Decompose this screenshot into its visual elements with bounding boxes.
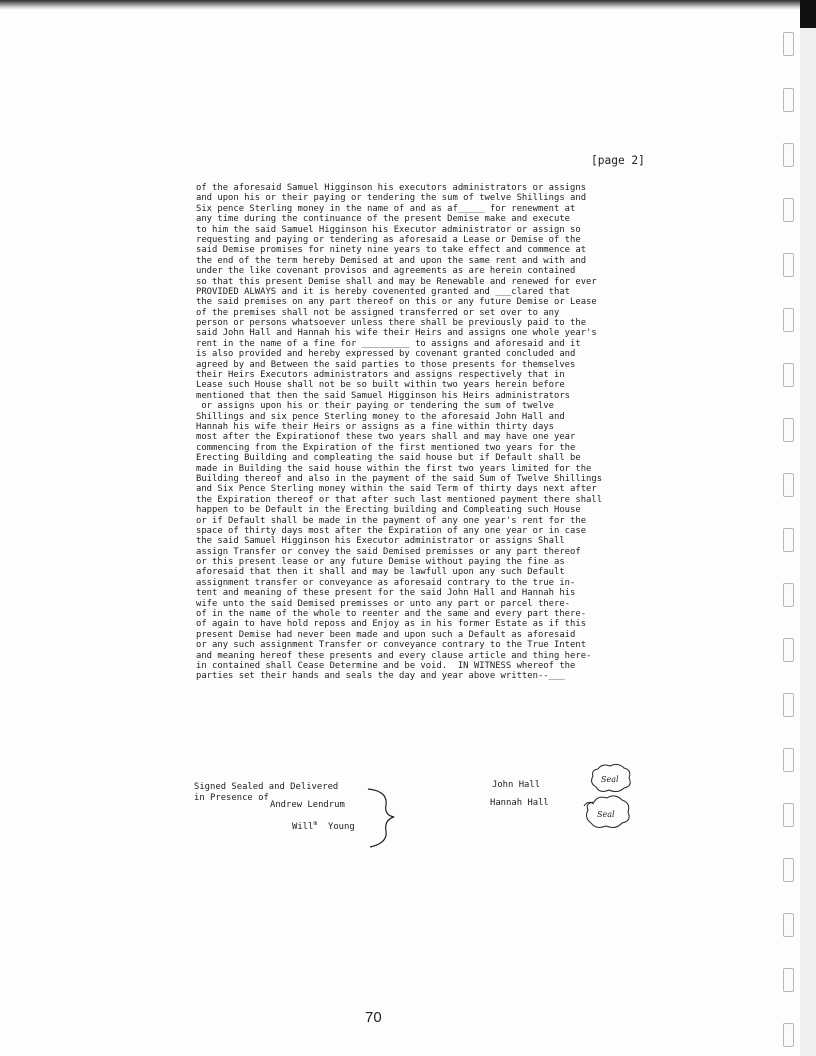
deed-text-line: or if Default shall be made in the payment of any one year's rent for the: [196, 515, 587, 526]
deed-text-line: Erecting Building and compleating the said house but if Default shall be: [196, 453, 581, 464]
deed-text-line: agreed by and Between the said parties to those presents for themselves: [196, 359, 576, 370]
binder-tab: [783, 418, 794, 442]
deed-text-line: in contained shall Cease Determine and be void. IN WITNESS whereof the: [196, 660, 576, 671]
deed-text-line: the Expiration thereof or that after such last mentioned payment there shall: [196, 494, 603, 505]
deed-text-line: most after the Expirationof these two years shall and may have one year: [196, 432, 576, 443]
deed-text-line: and Six Pence Sterling money within the said Term of thirty days next after: [196, 484, 597, 495]
scan-corner: [800, 0, 816, 28]
deed-text-line: any time during the continuance of the present Demise make and execute: [196, 214, 571, 225]
binder-tab: [783, 638, 794, 662]
deed-text-line: their Heirs Executors administrators and assigns respectively that in: [196, 370, 565, 381]
witness2-sup: m: [313, 819, 318, 827]
deed-text-line: of the premises shall not be assigned transferred or set over to any: [196, 307, 560, 318]
deed-text-line: Six pence Sterling money in the name of and as af_____ for renewment at: [196, 203, 576, 214]
deed-text-line: assignment transfer or conveyance as aforesaid contrary to the true in-: [196, 577, 576, 588]
binder-tab: [783, 913, 794, 937]
deed-body-text: [196, 183, 666, 682]
binder-tab: [783, 88, 794, 112]
deed-text-line: commencing from the Expiration of the first mentioned two years for the: [196, 442, 576, 453]
deed-text-line: of in the name of the whole to reenter and the same and every part there-: [196, 609, 587, 620]
binder-tab: [783, 143, 794, 167]
deed-text-line: said Demise promises for ninety nine years to take effect and commence at: [196, 245, 587, 256]
deed-text-line: wife unto the said Demised premisses or unto any part or parcel there-: [196, 598, 571, 609]
deed-text-line: said John Hall and Hannah his wife their Heirs and assigns one whole year's: [196, 328, 597, 339]
scan-right-strip: [800, 0, 816, 1056]
party-hannah-hall: Hannah Hall: [490, 798, 549, 808]
deed-text-line: rent in the name of a fine for _________ to assigns and aforesaid and it: [196, 338, 581, 349]
deed-text-line: and meaning hereof these presents and every clause article and thing here-: [196, 650, 592, 661]
deed-text-line: the said Samuel Higginson his Executor administrator or assigns Shall: [196, 536, 565, 547]
binder-tab: [783, 308, 794, 332]
binder-tab: [783, 803, 794, 827]
seal-icon: [582, 792, 634, 832]
deed-text-line: present Demise had never been made and upon such a Default as aforesaid: [196, 629, 576, 640]
deed-text-line: so that this present Demise shall and may be Renewable and renewed for ever: [196, 276, 597, 287]
deed-text-line: and upon his or their paying or tendering the sum of twelve Shillings and: [196, 193, 587, 204]
deed-text-line: aforesaid that then it shall and may be lawfull upon any such Default: [196, 567, 565, 578]
binder-tab: [783, 583, 794, 607]
deed-text-line: the said premises on any part thereof on this or any future Demise or Lease: [196, 297, 597, 308]
deed-text-line: parties set their hands and seals the day and year above written--___: [196, 671, 565, 682]
deed-text-line: is also provided and hereby expressed by covenant granted concluded and: [196, 349, 576, 360]
deed-text-line: Hannah his wife their Heirs or assigns as a fine within thirty days: [196, 421, 554, 432]
binder-tab: [783, 968, 794, 992]
deed-text-line: happen to be Default in the Erecting building and Compleating such House: [196, 505, 581, 516]
seal1-text: Seal: [601, 775, 619, 784]
seal2-text: Seal: [597, 810, 615, 819]
binder-tab: [783, 32, 794, 56]
binder-tab: [783, 473, 794, 497]
binder-tab: [783, 748, 794, 772]
witness2-first: Will: [292, 821, 314, 832]
deed-text-line: to him the said Samuel Higginson his Executor administrator or assign so: [196, 224, 581, 235]
scan-top-edge: [0, 0, 800, 10]
page-number: 70: [365, 1009, 382, 1026]
binder-tab: [783, 253, 794, 277]
deed-text-line: PROVIDED ALWAYS and it is hereby covenented granted and ___clared that: [196, 286, 571, 297]
deed-text-line: space of thirty days most after the Expiration of any one year or in case: [196, 525, 587, 536]
deed-text-line: or assigns upon his or their paying or tendering the sum of twelve: [196, 401, 554, 412]
witness-andrew-lendrum: Andrew Lendrum: [270, 800, 345, 810]
witness-will-young: [292, 819, 355, 832]
binder-tab: [783, 528, 794, 552]
deed-text-line: Building thereof and also in the payment of the said Sum of Twelve Shillings: [196, 473, 603, 484]
deed-text-line: of again to have hold reposs and Enjoy as in his former Estate as if this: [196, 619, 587, 630]
deed-text-line: mentioned that then the said Samuel Higginson his Heirs administrators: [196, 390, 571, 401]
binder-tab: [783, 363, 794, 387]
deed-text-line: or this present lease or any future Demise without paying the fine as: [196, 557, 565, 568]
deed-text-line: the end of the term hereby Demised at and upon the same rent and with and: [196, 255, 587, 266]
deed-text-line: Lease such House shall not be so built within two years herein before: [196, 380, 565, 391]
binder-tab: [783, 198, 794, 222]
signed-sealed-delivered: Signed Sealed and Delivered: [194, 782, 339, 792]
page-label: [page 2]: [591, 154, 645, 167]
deed-text-line: or any such assignment Transfer or conveyance contrary to the True Intent: [196, 640, 587, 651]
seal-icon: [588, 761, 634, 795]
deed-text-line: made in Building the said house within the first two years limited for the: [196, 463, 592, 474]
binder-tab: [783, 1023, 794, 1047]
deed-text-line: tent and meaning of these present for the said John Hall and Hannah his: [196, 588, 576, 599]
deed-text-line: assign Transfer or convey the said Demised premisses or any part thereof: [196, 546, 581, 557]
deed-text-line: under the like covenant provisos and agreements as are herein contained: [196, 266, 576, 277]
party-john-hall: John Hall: [492, 780, 541, 790]
brace-icon: [366, 787, 406, 849]
binder-tab: [783, 858, 794, 882]
deed-text-line: Shillings and six pence Sterling money to the aforesaid John Hall and: [196, 411, 565, 422]
witness2-last: Young: [327, 821, 355, 832]
deed-text-line: of the aforesaid Samuel Higginson his executors administrators or assigns: [196, 183, 587, 193]
deed-text-line: requesting and paying or tendering as aforesaid a Lease or Demise of the: [196, 234, 581, 245]
deed-text-line: person or persons whatsoever unless there shall be previously paid to the: [196, 318, 587, 329]
in-presence-of: in Presence of: [194, 793, 269, 803]
binder-tab: [783, 693, 794, 717]
